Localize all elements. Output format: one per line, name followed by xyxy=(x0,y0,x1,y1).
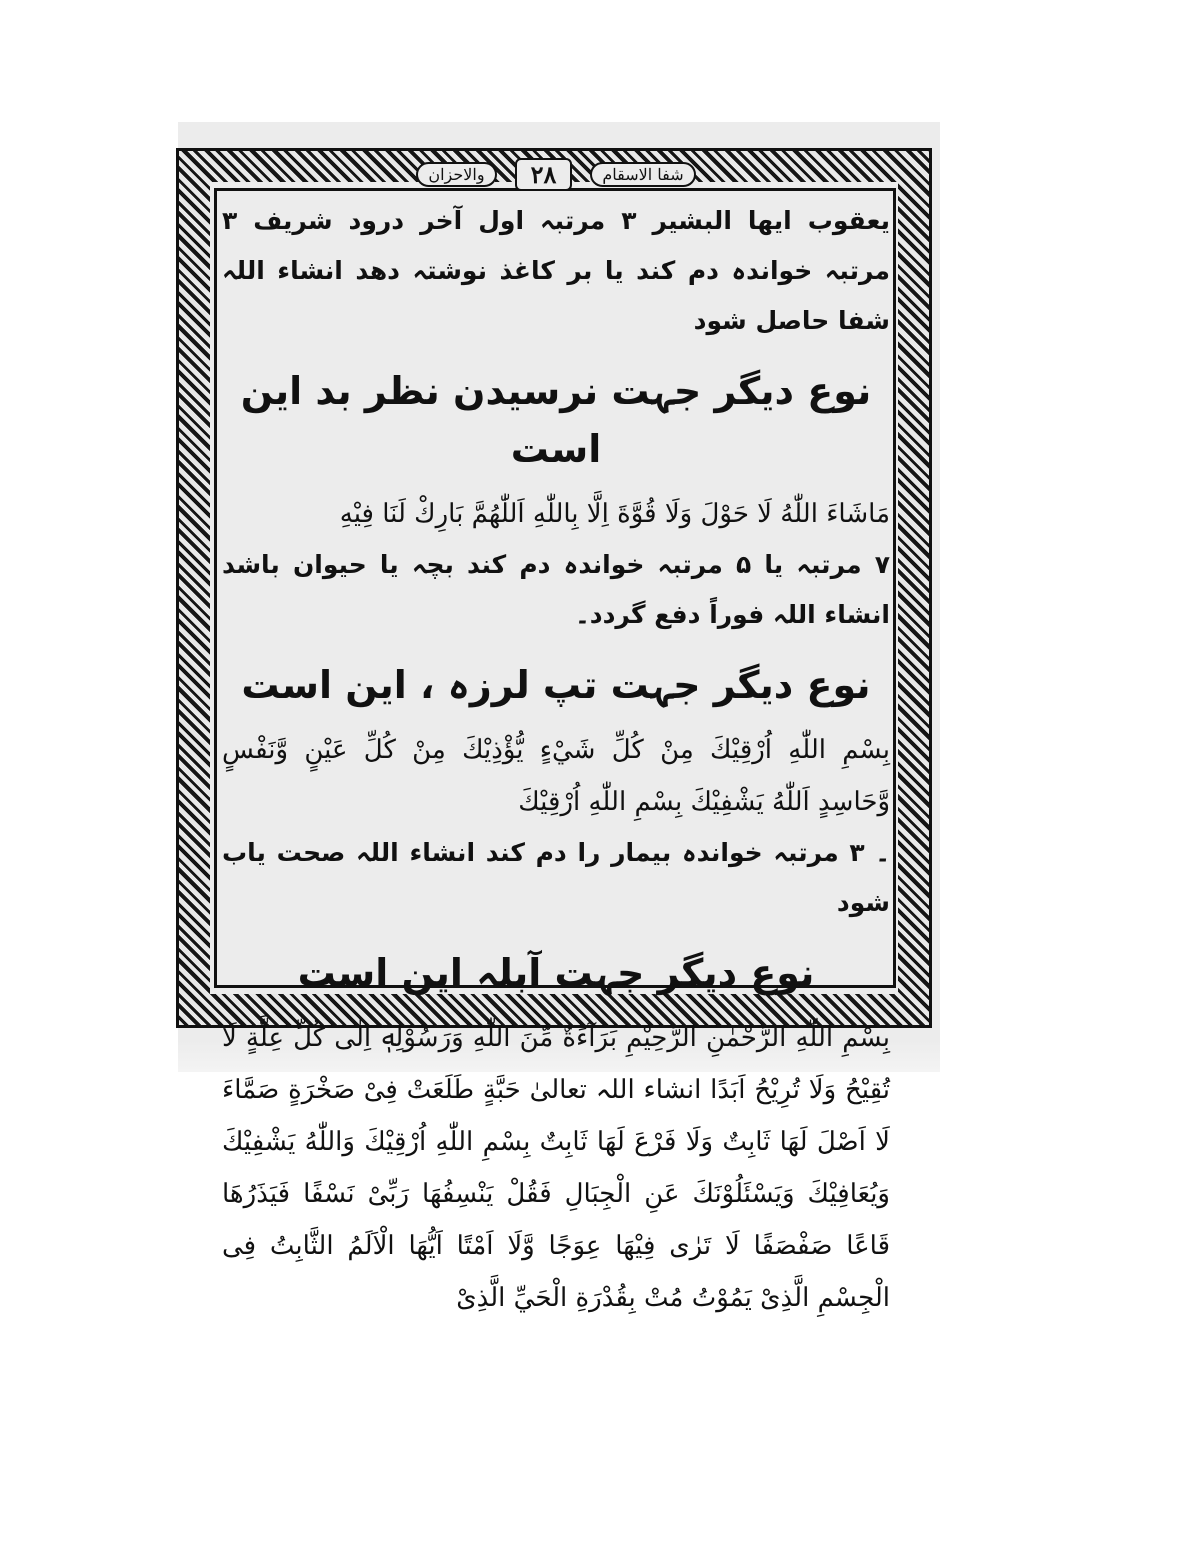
section-2-heading: نوع دیگر جہت تپ لرزہ ، این است xyxy=(241,663,871,707)
page-number: ۲۸ xyxy=(515,158,573,191)
section-3-arabic: بِسْمِ اللّٰهِ الرَّحْمٰنِ الرَّحِيْمِ بَرَآءَةٌ مِّنَ اللّٰهِ وَرَسُوْلِهٖ اِلٰى كُلِّ عِلَّةٍ لَا تُقِيْحُ وَلَا تُرِيْحُ اَبَدًا انشاء اللہ تعالیٰ حَبَّةٍ طَلَعَتْ فِىْ صَخْرَةٍ صَمَّاءَ لَا اَصْلَ لَهَا ثَابِتٌ وَلَا فَرْعَ لَهَا ثَابِتٌ بِسْمِ اللّٰهِ اُرْقِيْكَ وَاللّٰهُ يَشْفِيْكَ وَيُعَافِيْكَ وَيَسْئَلُوْنَكَ عَنِ الْجِبَالِ فَقُلْ يَنْسِفُهَا رَبِّىْ نَسْفًا فَيَذَرُهَا قَاعًا صَفْصَفًا لَا تَرٰى فِيْهَا عِوَجًا وَّلَا اَمْتًا اَيُّهَا الْاَلَمُ الثَّابِتُ فِى الْجِسْمِ الَّذِىْ يَمُوْتُ مُتْ بِقُدْرَةِ الْحَيِّ الَّذِىْ xyxy=(222,1023,890,1313)
section-2-arabic: بِسْمِ اللّٰهِ اُرْقِيْكَ مِنْ كُلِّ شَيْءٍ يُّؤْذِيْكَ مِنْ كُلِّ عَيْنٍ وَّنَفْسٍ وَّحَاسِدٍ اَللّٰهُ يَشْفِيْكَ بِسْمِ اللّٰهِ اُرْقِيْكَ xyxy=(222,735,890,817)
section-1-arabic: مَاشَاءَ اللّٰهُ لَا حَوْلَ وَلَا قُوَّةَ اِلَّا بِاللّٰهِ اَللّٰهُمَّ بَارِكْ لَنَا فِيْهِ xyxy=(339,499,890,529)
page-content xyxy=(222,196,891,1313)
intro-paragraph: یعقوب ایها البشیر ۳ مرتبہ اول آخر درود شریف ۳ مرتبہ خواندہ دم کند یا بر کاغذ نوشتہ دھد انشاء اللہ شفا حاصل شود xyxy=(222,206,890,335)
section-1-text: ۷ مرتبہ یا ۵ مرتبہ خواندہ دم کند بچہ یا حیوان باشد انشاء اللہ فوراً دفع گردد۔ xyxy=(222,550,891,629)
section-2-text: ۔ ۳ مرتبہ خواندہ بیمار را دم کند انشاء اللہ صحت یاب شود xyxy=(222,838,890,917)
header-title-right: شفا الاسقام xyxy=(590,162,695,187)
header-title-left: والاحزان xyxy=(416,162,496,187)
section-3-heading: نوع دیگر جہت آبلہ این است xyxy=(297,951,815,995)
section-1-heading: نوع دیگر جہت نرسیدن نظر بد این است xyxy=(240,369,872,471)
page-header xyxy=(226,156,886,192)
